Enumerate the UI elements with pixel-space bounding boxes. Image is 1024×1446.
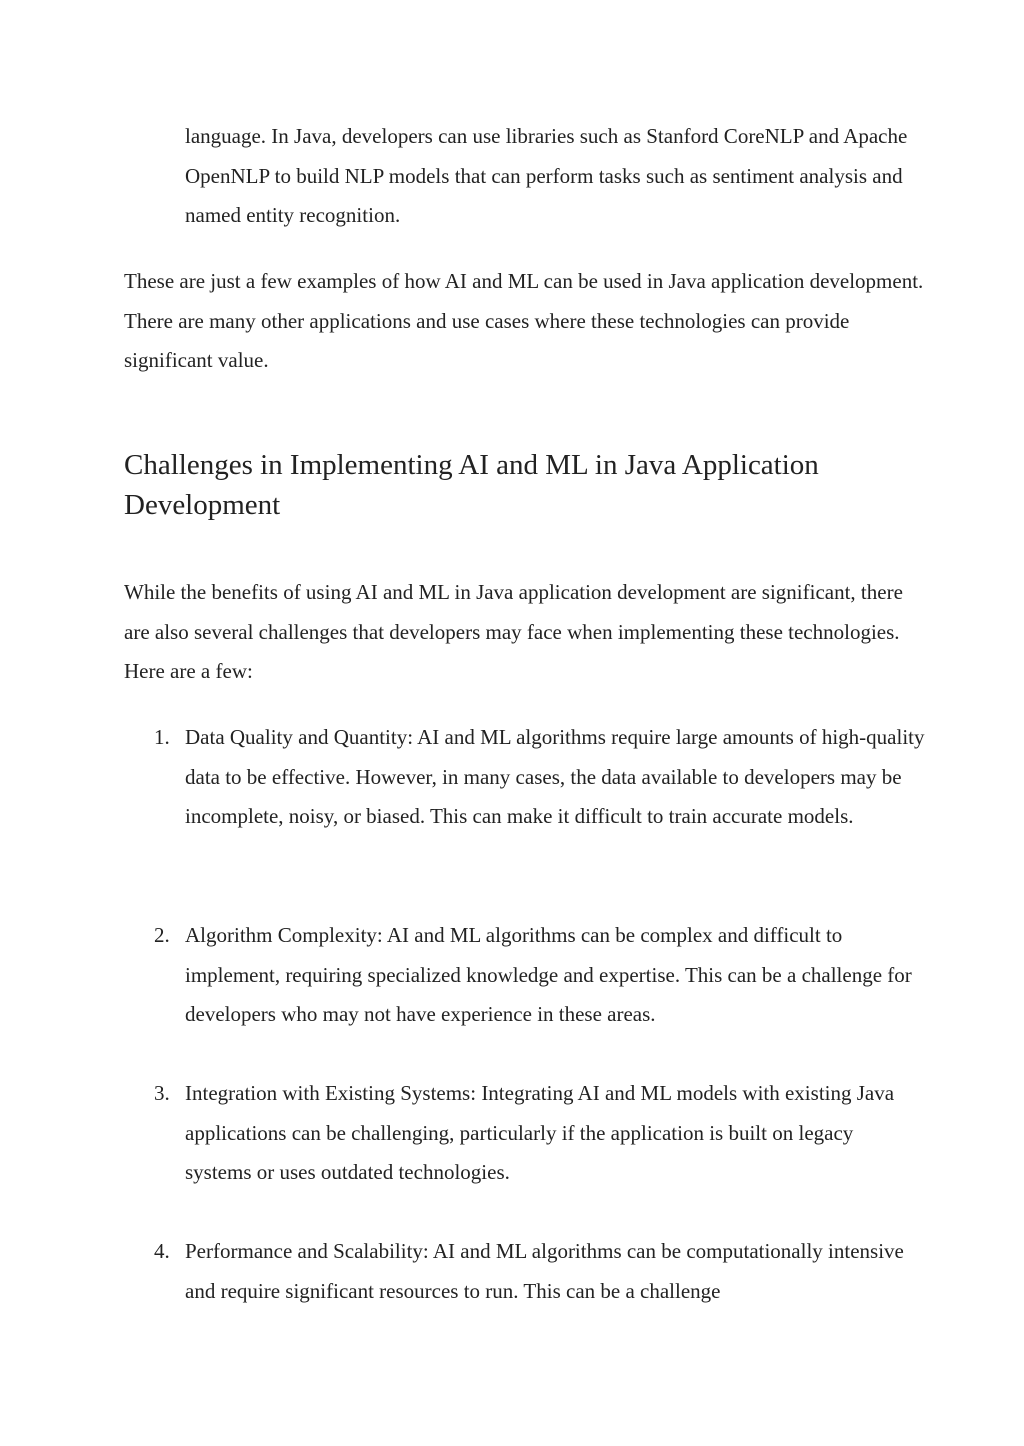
list-item-text: Algorithm Complexity: AI and ML algorithms can be complex and difficult to implement, requiring specialized knowledge and expertise. This can be a challenge for developers who may not have experience in these areas. [185, 923, 912, 1027]
list-item-number: 1. [154, 725, 170, 749]
challenges-intro-paragraph: While the benefits of using AI and ML in Java application development are significant, there are also several challenges that developers may face when implementing these technologies. Here are a few: [124, 580, 903, 684]
examples-paragraph: These are just a few examples of how AI and ML can be used in Java application development. There are many other applications and use cases where these technologies can provide significant value. [124, 269, 924, 373]
section-heading: Challenges in Implementing AI and ML in Java Application Development [124, 449, 819, 521]
continued-list-item-text: language. In Java, developers can use libraries such as Stanford CoreNLP and Apache OpenNLP to build NLP models that can perform tasks such as sentiment analysis and named entity recognition. [185, 124, 908, 228]
list-item-number: 3. [154, 1081, 170, 1105]
list-item-number: 4. [154, 1239, 170, 1263]
list-item-text: Performance and Scalability: AI and ML algorithms can be computationally intensive and require significant resources to run. This can be a challenge [185, 1239, 904, 1303]
list-item-text: Integration with Existing Systems: Integrating AI and ML models with existing Java applications can be challenging, particularly if the application is built on legacy systems or uses outdated technologies. [185, 1081, 895, 1185]
list-item-text: Data Quality and Quantity: AI and ML algorithms require large amounts of high-quality data to be effective. However, in many cases, the data available to developers may be incomplete, noisy, or biased. This can make it difficult to train accurate models. [185, 725, 925, 829]
list-item-number: 2. [154, 923, 170, 947]
